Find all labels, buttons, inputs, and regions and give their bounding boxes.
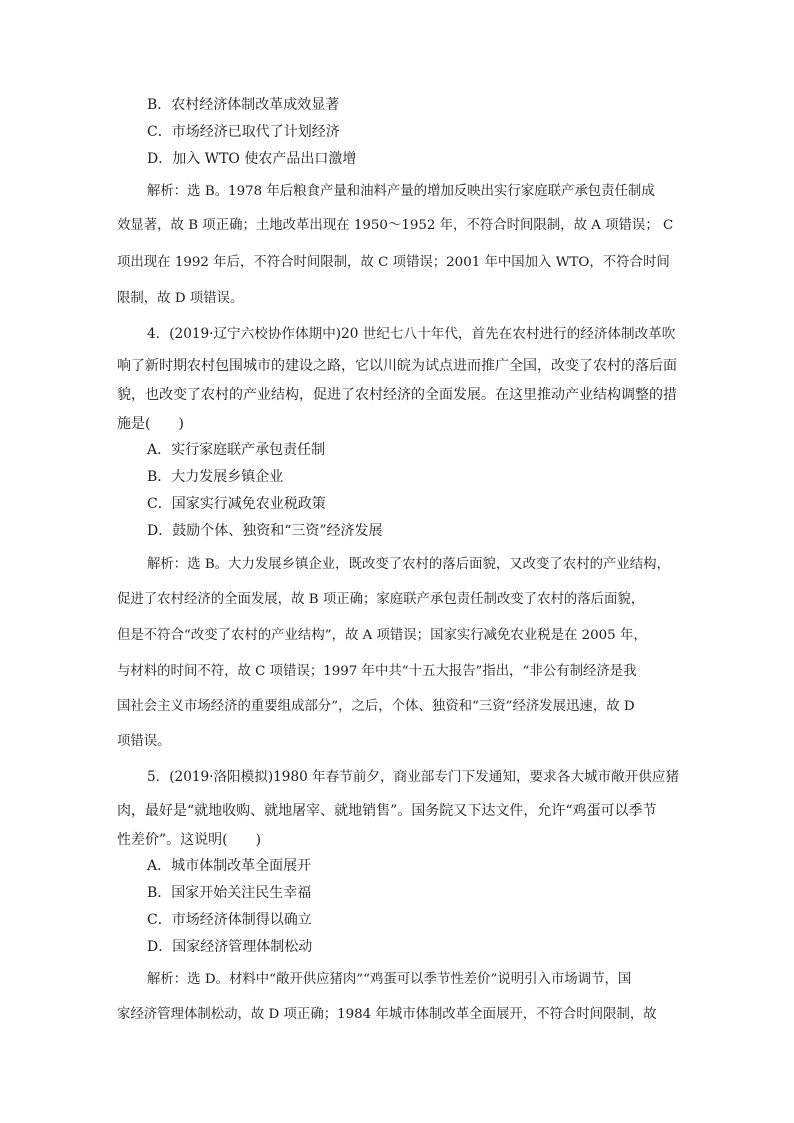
- q4-analysis-line: 促进了农村经济的全面发展，故 B 项正确；家庭联产承包责任制改变了农村的落后面貌，: [117, 592, 645, 607]
- q4-stem-line: 施是( ): [117, 416, 184, 432]
- q4-stem-line: 4．(2019·辽宁六校协作体期中)20 世纪七八十年代，首先在农村进行的经济体制改革吹: [147, 326, 676, 342]
- q3-analysis-line: 项出现在 1992 年后，不符合时间限制，故 C 项错误；2001 年中国加入 WTO，不符合时间: [117, 255, 670, 270]
- q5-option-a: A．城市体制改革全面展开: [147, 858, 312, 874]
- q4-stem-line: 响了新时期农村包围城市的建设之路，它以川皖为试点进而推广全国，改变了农村的落后面: [117, 358, 677, 374]
- q3-option-c: C．市场经济已取代了计划经济: [147, 124, 340, 140]
- q4-analysis-line: 项错误。: [117, 734, 171, 749]
- q5-option-c: C．市场经济体制得以确立: [147, 912, 312, 928]
- q5-stem-line: 肉，最好是“就地收购、就地屠宰、就地销售”。国务院又下达文件，允许“鸡蛋可以季节: [117, 803, 657, 819]
- q4-option-c: C．国家实行减免农业税政策: [147, 496, 326, 512]
- q5-stem-line: 5．(2019·洛阳模拟)1980 年春节前夕，商业部专门下发通知，要求各大城市敞开供应猪: [147, 769, 680, 785]
- q5-stem-line: 性差价”。这说明( ): [117, 832, 262, 848]
- q5-option-d: D．国家经济管理体制松动: [147, 939, 313, 955]
- q5-option-b: B．国家开始关注民生幸福: [147, 885, 312, 901]
- q4-analysis-line: 解析：选 B。大力发展乡镇企业，既改变了农村的落后面貌，又改变了农村的产业结构，: [147, 557, 670, 572]
- q4-stem-line: 貌，也改变了农村的产业结构，促进了农村经济的全面发展。在这里推动产业结构调整的措: [117, 387, 677, 403]
- q3-analysis-line: 效显著，故 B 项正确；土地改革出现在 1950～1952 年，不符合时间限制，故 A 项错误； C: [117, 218, 674, 233]
- q4-analysis-line: 国社会主义市场经济的重要组成部分”，之后，个体、独资和“三资”经济发展迅速，故 D: [117, 699, 635, 714]
- q4-option-d: D．鼓励个体、独资和“三资”经济发展: [147, 523, 383, 539]
- q3-analysis-line: 限制，故 D 项错误。: [117, 291, 244, 306]
- q3-analysis-line: 解析：选 B。1978 年后粮食产量和油料产量的增加反映出实行家庭联产承包责任制成: [147, 184, 655, 199]
- q4-option-a: A．实行家庭联产承包责任制: [147, 442, 326, 458]
- q5-analysis-line: 解析：选 D。材料中“敞开供应猪肉”“鸡蛋可以季节性差价”说明引入市场调节，国: [147, 972, 632, 987]
- q3-option-b: B．农村经济体制改革成效显著: [147, 97, 340, 113]
- q4-analysis-line: 但是不符合“改变了农村的产业结构”，故 A 项错误；国家实行减免农业税是在 2005 年，: [117, 628, 647, 643]
- q5-analysis-line: 家经济管理体制松动，故 D 项正确；1984 年城市体制改革全面展开，不符合时间限制，故: [117, 1007, 657, 1022]
- q4-option-b: B．大力发展乡镇企业: [147, 469, 284, 485]
- q4-analysis-line: 与材料的时间不符，故 C 项错误；1997 年中共“十五大报告”指出，“非公有制经济是我: [117, 664, 637, 679]
- q3-option-d: D．加入 WTO 使农产品出口激增: [147, 151, 357, 167]
